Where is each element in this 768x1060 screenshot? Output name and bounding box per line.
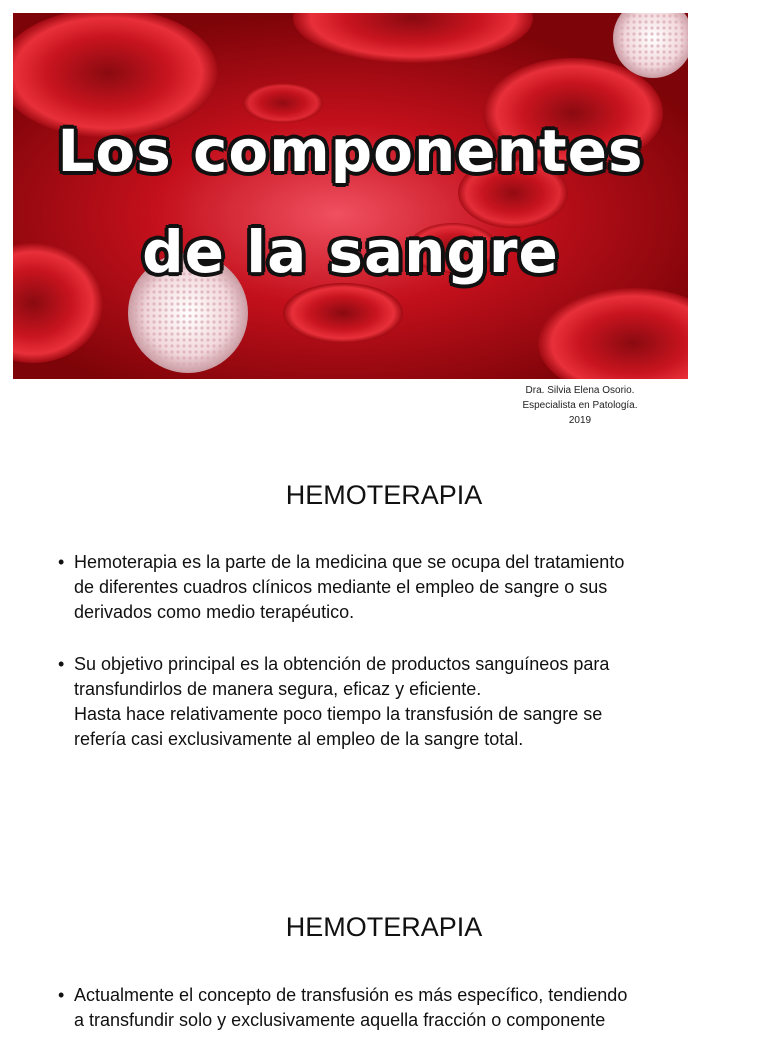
bullet-line: refería casi exclusivamente al empleo de la sangre total. <box>74 729 524 749</box>
bullet-item <box>58 983 718 1033</box>
bullet-line: derivados como medio terapéutico. <box>74 602 355 622</box>
hero-banner <box>13 13 688 379</box>
bullet-item <box>58 550 718 625</box>
red-blood-cell <box>293 13 533 63</box>
bullet-line: de diferentes cuadros clínicos mediante el empleo de sangre o sus <box>74 577 608 597</box>
credit-year: 2019 <box>568 415 592 426</box>
hero-title-line2: de la sangre <box>142 218 559 286</box>
bullet-line: Hemoterapia es la parte de la medicina que se ocupa del tratamiento <box>74 552 625 572</box>
section-heading: HEMOTERAPIA <box>285 912 483 942</box>
credit-specialty: Especialista en Patología. <box>522 400 638 411</box>
bullet-line: Hasta hace relativamente poco tiempo la transfusión de sangre se <box>74 704 603 724</box>
bullet-glyph: • <box>58 654 65 674</box>
bullet-line: a transfundir solo y exclusivamente aquella fracción o componente <box>74 1010 606 1030</box>
bullet-line: Su objetivo principal es la obtención de productos sanguíneos para <box>74 654 610 674</box>
blood-cells-illustration <box>13 13 688 379</box>
hero-title-line1: Los componentes <box>57 117 644 185</box>
bullet-line: transfundirlos de manera segura, eficaz y eficiente. <box>74 679 482 699</box>
bullet-line: Actualmente el concepto de transfusión es más específico, tendiendo <box>74 985 628 1005</box>
bullet-glyph: • <box>58 985 65 1005</box>
red-blood-cell <box>283 283 403 343</box>
bullet-list <box>58 983 718 1060</box>
bullet-glyph: • <box>58 552 65 572</box>
bullet-list <box>58 550 718 779</box>
section-heading: HEMOTERAPIA <box>285 480 483 510</box>
red-blood-cell <box>538 288 688 379</box>
bullet-item <box>58 652 718 752</box>
author-credit <box>480 383 680 428</box>
credit-author: Dra. Silvia Elena Osorio. <box>525 385 635 396</box>
